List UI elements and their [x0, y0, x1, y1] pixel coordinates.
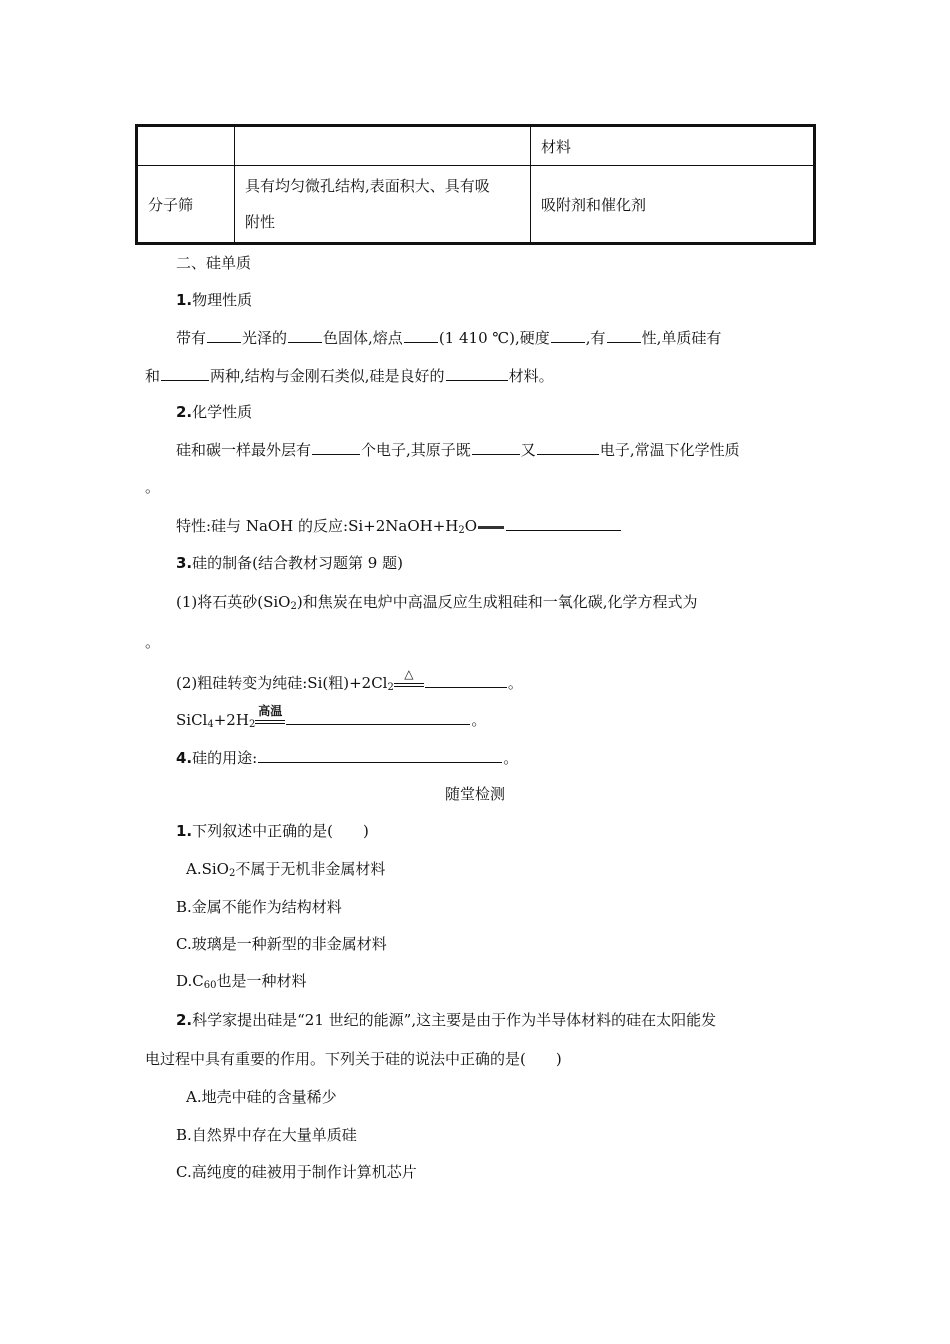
- q2-option-b: B.自然界中存在大量单质硅: [176, 1126, 357, 1144]
- section-heading: 二、硅单质: [176, 254, 252, 272]
- q1-option-c: C.玻璃是一种新型的非金属材料: [176, 935, 387, 953]
- cell-text-line1: 具有均匀微孔结构,表面积大、具有吸: [245, 177, 490, 195]
- materials-table: [135, 124, 816, 245]
- table-cell: 材料: [531, 126, 815, 166]
- table-cell: 吸附剂和催化剂: [531, 166, 815, 244]
- table-row: [137, 166, 815, 244]
- quiz-title: 随堂检测: [444, 785, 505, 803]
- question-2: 2.科学家提出硅是“21 世纪的能源”,这主要是由于作为半导体材料的硅在太阳能发: [176, 1011, 717, 1029]
- q1-option-d: $D.C_{60}$也是一种材料: [176, 972, 307, 991]
- subheading-preparation: 3.硅的制备(结合教材习题第 9 题): [176, 554, 403, 572]
- q2-option-a: A.地壳中硅的含量稀少: [186, 1088, 337, 1106]
- chemical-props-line1: 硅和碳一样最外层有 个电子,其原子既 又 电子,常温下化学性质: [176, 441, 740, 459]
- physical-props-line2: 和 两种,结构与金刚石类似,硅是良好的 材料。: [145, 367, 554, 385]
- table-row: [137, 126, 815, 166]
- table-cell: [235, 126, 531, 166]
- q1-option-b: B.金属不能作为结构材料: [176, 898, 342, 916]
- subheading-uses: 4.硅的用途: 。: [176, 749, 519, 767]
- preparation-step2: (2)粗硅转变为纯硅:Si(粗)$+2Cl_2$ △ 。: [176, 667, 523, 693]
- chemical-props-line2: 。: [145, 478, 161, 496]
- subheading-physical: 1.物理性质: [176, 291, 253, 309]
- question-2-line2: 电过程中具有重要的作用。下列关于硅的说法中正确的是( ): [145, 1050, 562, 1068]
- preparation-step3: $SiCl_4+2H_2$ 高温 。: [176, 704, 487, 730]
- question-1: 1.下列叙述中正确的是( ): [176, 822, 369, 840]
- physical-props-line1: 带有 光泽的 色固体,熔点 (1 410 ℃),硬度 ,有 性,单质硅有: [176, 329, 722, 347]
- preparation-step1-end: 。: [145, 633, 161, 651]
- table-cell: [137, 126, 235, 166]
- table-cell: 分子筛: [137, 166, 235, 244]
- preparation-step1: (1)将石英砂(SiO$_2$)和焦炭在电炉中高温反应生成粗硅和一氧化碳,化学方程式为: [176, 593, 698, 612]
- naoh-reaction: 特性:硅与 NaOH 的反应$:Si+2NaOH+H_2O$: [176, 515, 622, 541]
- table-cell: [235, 166, 531, 244]
- q1-option-a: A.SiO$_2$不属于无机非金属材料: [186, 860, 386, 879]
- subheading-chemical: 2.化学性质: [176, 403, 253, 421]
- q2-option-c: C.高纯度的硅被用于制作计算机芯片: [176, 1163, 417, 1181]
- cell-text-line2: 附性: [245, 213, 276, 231]
